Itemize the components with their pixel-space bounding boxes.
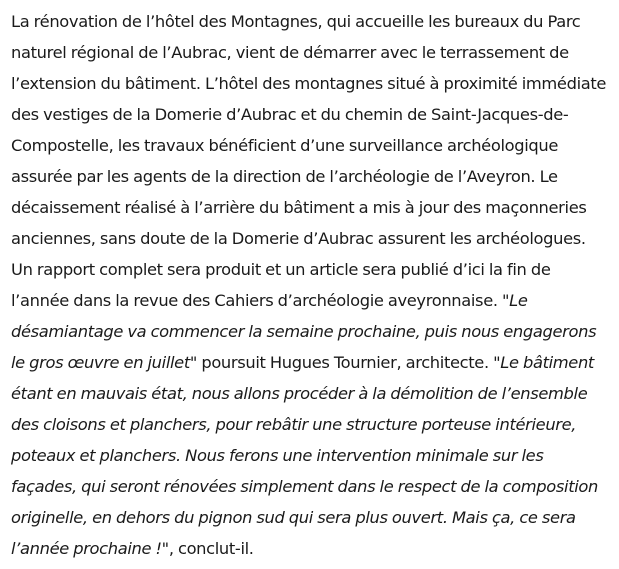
article-paragraph (11, 6, 609, 564)
article-text-intro: La rénovation de l’hôtel des Montagnes, qui accueille les bureaux du Parc naturel régional de l’Aubrac, vient de démarrer avec le terrassement de l’extension du bâtiment. L’hôtel des montagnes situé à proximité immédiate des vestiges de la Domerie d’Aubrac et du chemin de Saint-Jacques-de-Compostelle, les travaux bénéficient d’une surveillance archéologique assurée par les agents de la direction de l’archéologie de l’Aveyron. Le décaissement réalisé à l’arrière du bâtiment a mis à jour des maçonneries anciennes, sans doute de la Domerie d’Aubrac assurent les archéologues. Un rapport complet sera produit et un article sera publié d’ici la fin de l’année dans la revue des Cahiers d’archéologie aveyronnaise. (11, 12, 607, 310)
article-text-attribution: poursuit Hugues Tournier, architecte. (197, 353, 494, 372)
quote-architect-works: "Le désamiantage va commencer la semaine prochaine, puis nous engagerons le gros œuvre en juillet" (11, 291, 597, 372)
quote-architect-building: "Le bâtiment étant en mauvais état, nous allons procéder à la démolition de l’ensemble des cloisons et planchers, pour rebâtir une structure porteuse intérieure, poteaux et planchers. Nous ferons une intervention minimale sur les façades, qui seront rénovées simplement dans le respect de la composition originelle, en dehors du pignon sud qui sera plus ouvert. Mais ça, ce sera l’année prochaine !" (11, 353, 598, 558)
article-text-conclusion: , conclut-il. (168, 539, 254, 558)
